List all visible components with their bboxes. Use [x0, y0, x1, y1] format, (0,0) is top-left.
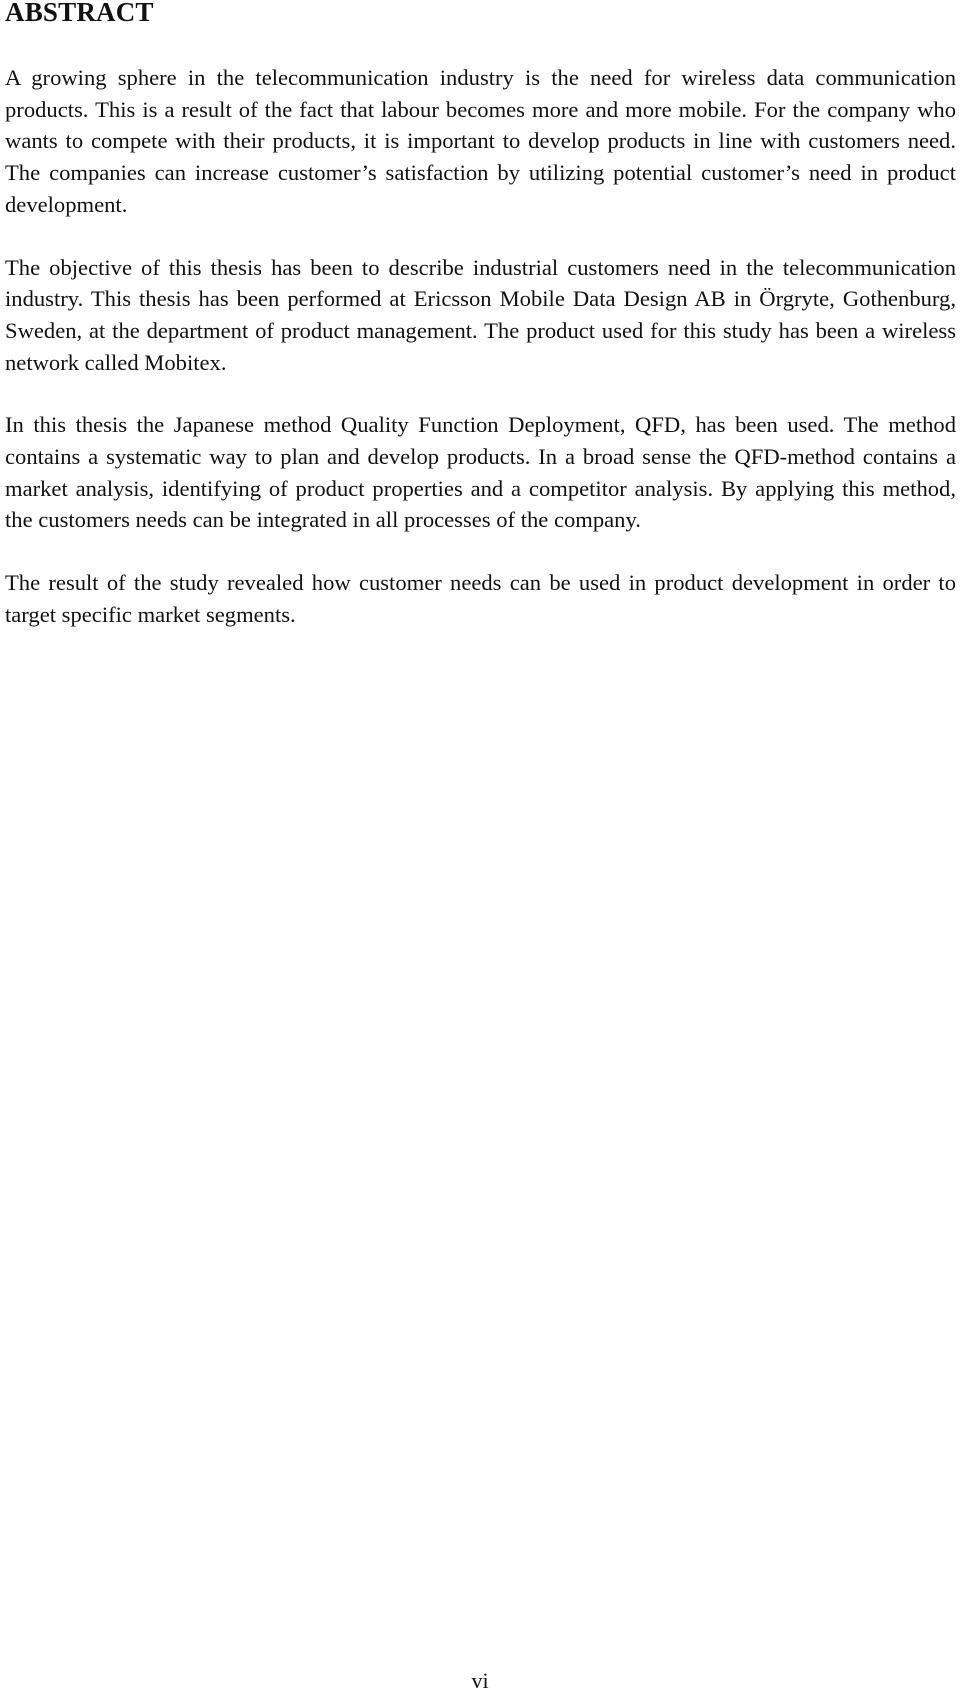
abstract-paragraph-3: In this thesis the Japanese method Quality Function Deployment, QFD, has been used. The method contains a systematic way to plan and develop products. In a broad sense the QFD-method contains a market analysis, identifying of product properties and a competitor analysis. By applying this method, the customers needs can be integrated in all processes of the company.	[5, 412, 956, 533]
abstract-body	[5, 62, 956, 662]
abstract-paragraph-2: The objective of this thesis has been to describe industrial customers need in the telecommunication industry. This thesis has been performed at Ericsson Mobile Data Design AB in Örgryte, Gothenburg, Sweden, at the department of product management. The product used for this study has been a wireless network called Mobitex.	[5, 254, 956, 375]
abstract-paragraph-1: A growing sphere in the telecommunication industry is the need for wireless data communication products. This is a result of the fact that labour becomes more and more mobile. For the company who wants to compete with their products, it is important to develop products in line with customers need. The companies can increase customer’s satisfaction by utilizing potential customer’s need in product development.	[5, 65, 956, 217]
page-number: vi	[471, 1668, 489, 1693]
section-heading: ABSTRACT	[5, 0, 154, 27]
abstract-paragraph-4: The result of the study revealed how customer needs can be used in product development in order to target specific market segments.	[5, 570, 956, 627]
